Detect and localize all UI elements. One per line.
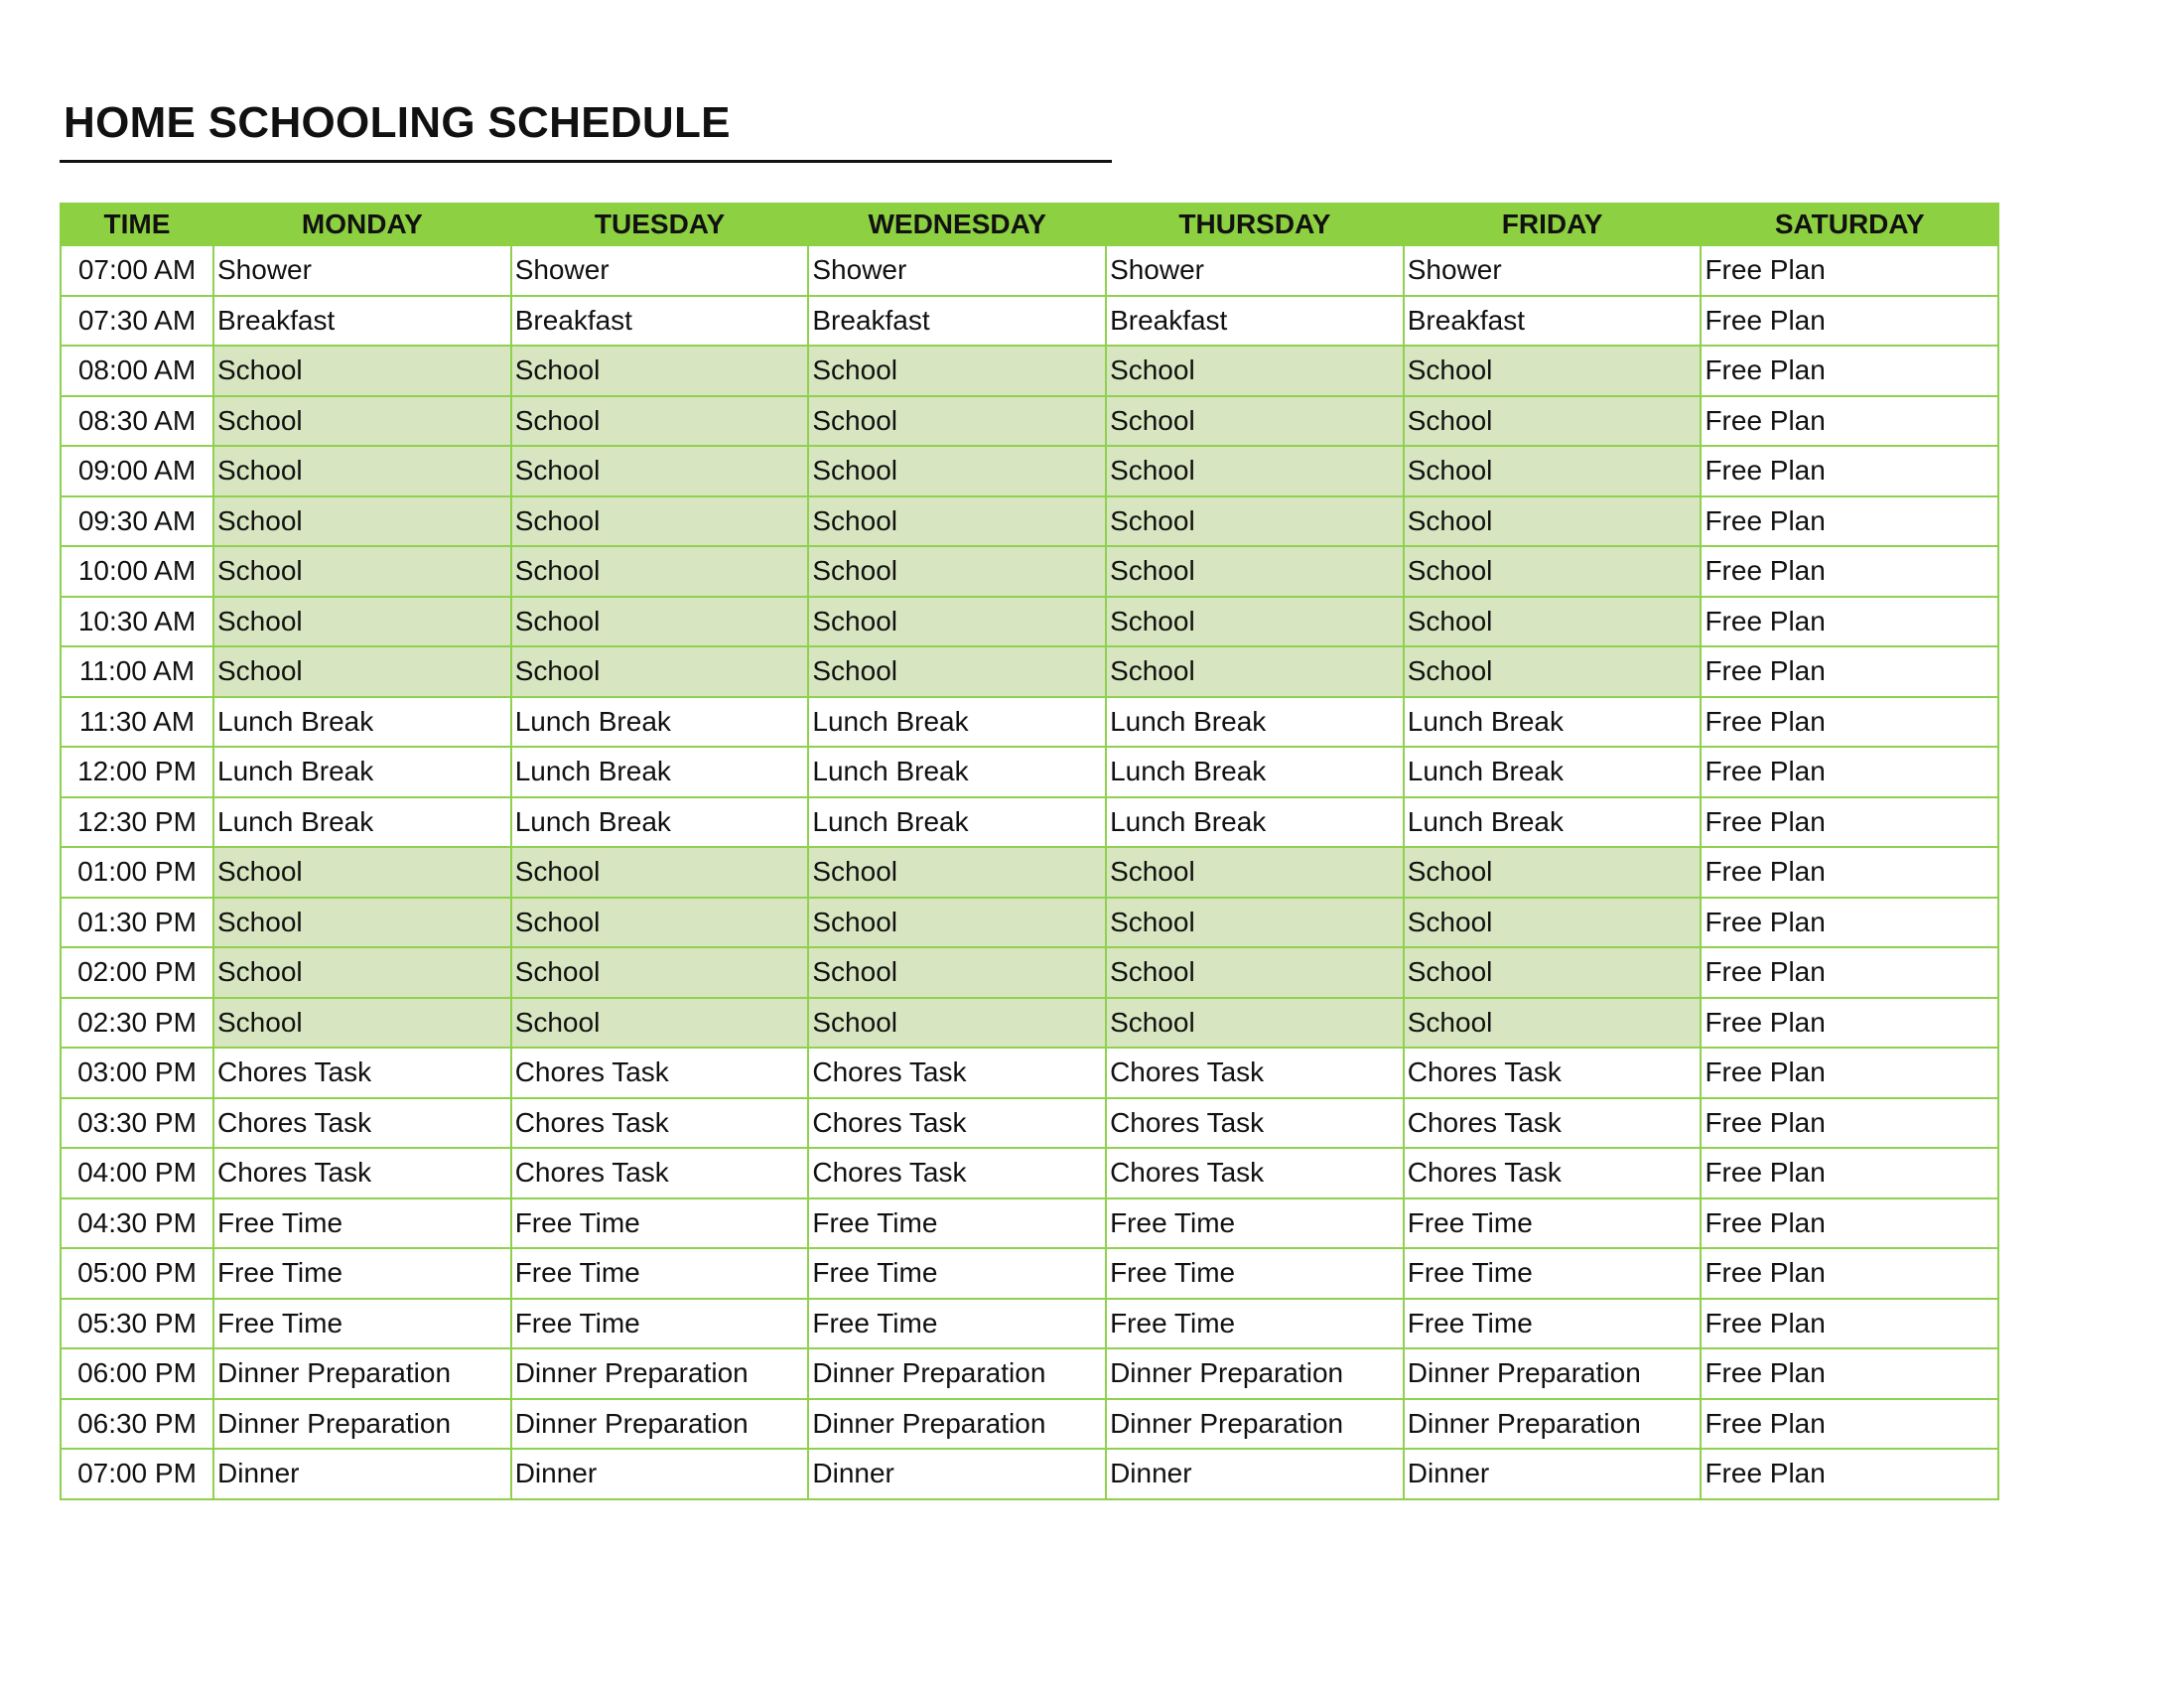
activity-cell-monday: School xyxy=(213,346,511,396)
activity-cell-tuesday: Lunch Break xyxy=(511,797,809,848)
header-saturday: SATURDAY xyxy=(1701,204,1998,245)
table-row xyxy=(61,496,1998,547)
activity-cell-friday: School xyxy=(1404,597,1702,647)
activity-cell-thursday: School xyxy=(1106,396,1404,447)
time-cell: 10:30 AM xyxy=(61,597,213,647)
activity-cell-monday: Dinner xyxy=(213,1449,511,1499)
activity-cell-friday: Lunch Break xyxy=(1404,797,1702,848)
table-row xyxy=(61,847,1998,898)
table-row xyxy=(61,1299,1998,1349)
activity-cell-thursday: Breakfast xyxy=(1106,296,1404,347)
table-row xyxy=(61,296,1998,347)
time-cell: 04:00 PM xyxy=(61,1148,213,1198)
activity-cell-tuesday: Shower xyxy=(511,245,809,296)
activity-cell-thursday: Chores Task xyxy=(1106,1048,1404,1098)
activity-cell-wednesday: School xyxy=(808,346,1106,396)
activity-cell-friday: School xyxy=(1404,998,1702,1049)
activity-cell-thursday: Lunch Break xyxy=(1106,797,1404,848)
activity-cell-friday: Lunch Break xyxy=(1404,697,1702,748)
activity-cell-wednesday: School xyxy=(808,998,1106,1049)
activity-cell-wednesday: Lunch Break xyxy=(808,797,1106,848)
activity-cell-thursday: Lunch Break xyxy=(1106,697,1404,748)
activity-cell-wednesday: School xyxy=(808,898,1106,948)
activity-cell-saturday: Free Plan xyxy=(1701,646,1998,697)
activity-cell-saturday: Free Plan xyxy=(1701,1048,1998,1098)
activity-cell-tuesday: School xyxy=(511,496,809,547)
activity-cell-monday: School xyxy=(213,646,511,697)
page-title: HOME SCHOOLING SCHEDULE xyxy=(64,98,731,147)
activity-cell-thursday: School xyxy=(1106,847,1404,898)
activity-cell-wednesday: Dinner Preparation xyxy=(808,1399,1106,1450)
activity-cell-thursday: School xyxy=(1106,998,1404,1049)
table-row xyxy=(61,797,1998,848)
activity-cell-thursday: Shower xyxy=(1106,245,1404,296)
activity-cell-saturday: Free Plan xyxy=(1701,346,1998,396)
activity-cell-friday: School xyxy=(1404,396,1702,447)
activity-cell-saturday: Free Plan xyxy=(1701,947,1998,998)
activity-cell-saturday: Free Plan xyxy=(1701,1348,1998,1399)
table-row xyxy=(61,1399,1998,1450)
time-cell: 01:00 PM xyxy=(61,847,213,898)
activity-cell-friday: School xyxy=(1404,898,1702,948)
activity-cell-monday: Dinner Preparation xyxy=(213,1348,511,1399)
activity-cell-tuesday: School xyxy=(511,646,809,697)
activity-cell-wednesday: School xyxy=(808,597,1106,647)
activity-cell-thursday: School xyxy=(1106,646,1404,697)
table-row xyxy=(61,1098,1998,1149)
table-row xyxy=(61,747,1998,797)
activity-cell-saturday: Free Plan xyxy=(1701,898,1998,948)
activity-cell-tuesday: School xyxy=(511,396,809,447)
activity-cell-saturday: Free Plan xyxy=(1701,446,1998,496)
activity-cell-monday: Free Time xyxy=(213,1248,511,1299)
activity-cell-monday: School xyxy=(213,446,511,496)
table-row xyxy=(61,898,1998,948)
activity-cell-monday: Free Time xyxy=(213,1198,511,1249)
time-cell: 12:00 PM xyxy=(61,747,213,797)
activity-cell-thursday: Chores Task xyxy=(1106,1148,1404,1198)
activity-cell-wednesday: Free Time xyxy=(808,1198,1106,1249)
time-cell: 03:30 PM xyxy=(61,1098,213,1149)
activity-cell-saturday: Free Plan xyxy=(1701,797,1998,848)
schedule-body xyxy=(61,245,1998,1499)
activity-cell-monday: Chores Task xyxy=(213,1148,511,1198)
activity-cell-friday: School xyxy=(1404,496,1702,547)
table-row xyxy=(61,1198,1998,1249)
activity-cell-tuesday: Lunch Break xyxy=(511,697,809,748)
activity-cell-wednesday: School xyxy=(808,847,1106,898)
activity-cell-monday: School xyxy=(213,998,511,1049)
activity-cell-tuesday: School xyxy=(511,898,809,948)
activity-cell-tuesday: Chores Task xyxy=(511,1148,809,1198)
activity-cell-tuesday: Free Time xyxy=(511,1198,809,1249)
activity-cell-wednesday: School xyxy=(808,496,1106,547)
activity-cell-wednesday: Free Time xyxy=(808,1248,1106,1299)
activity-cell-monday: School xyxy=(213,496,511,547)
activity-cell-tuesday: School xyxy=(511,947,809,998)
header-time: TIME xyxy=(61,204,213,245)
header-row xyxy=(61,204,1998,245)
title-bar xyxy=(60,95,1112,163)
activity-cell-monday: Lunch Break xyxy=(213,697,511,748)
activity-cell-wednesday: School xyxy=(808,446,1106,496)
time-cell: 04:30 PM xyxy=(61,1198,213,1249)
activity-cell-thursday: Dinner xyxy=(1106,1449,1404,1499)
activity-cell-monday: School xyxy=(213,947,511,998)
activity-cell-tuesday: School xyxy=(511,597,809,647)
activity-cell-wednesday: Chores Task xyxy=(808,1098,1106,1149)
activity-cell-wednesday: School xyxy=(808,546,1106,597)
activity-cell-tuesday: School xyxy=(511,346,809,396)
table-row xyxy=(61,646,1998,697)
activity-cell-tuesday: Dinner Preparation xyxy=(511,1399,809,1450)
activity-cell-monday: Shower xyxy=(213,245,511,296)
time-cell: 06:30 PM xyxy=(61,1399,213,1450)
activity-cell-friday: Lunch Break xyxy=(1404,747,1702,797)
activity-cell-saturday: Free Plan xyxy=(1701,597,1998,647)
table-row xyxy=(61,245,1998,296)
activity-cell-saturday: Free Plan xyxy=(1701,1248,1998,1299)
activity-cell-friday: Chores Task xyxy=(1404,1148,1702,1198)
activity-cell-saturday: Free Plan xyxy=(1701,1399,1998,1450)
table-row xyxy=(61,546,1998,597)
activity-cell-tuesday: Free Time xyxy=(511,1248,809,1299)
activity-cell-thursday: School xyxy=(1106,546,1404,597)
table-row xyxy=(61,947,1998,998)
time-cell: 02:00 PM xyxy=(61,947,213,998)
header-monday: MONDAY xyxy=(213,204,511,245)
activity-cell-friday: Free Time xyxy=(1404,1198,1702,1249)
activity-cell-monday: School xyxy=(213,847,511,898)
activity-cell-monday: Free Time xyxy=(213,1299,511,1349)
activity-cell-tuesday: School xyxy=(511,847,809,898)
activity-cell-friday: Dinner Preparation xyxy=(1404,1399,1702,1450)
table-row xyxy=(61,1449,1998,1499)
table-row xyxy=(61,1048,1998,1098)
activity-cell-friday: School xyxy=(1404,546,1702,597)
activity-cell-friday: School xyxy=(1404,346,1702,396)
activity-cell-tuesday: School xyxy=(511,546,809,597)
activity-cell-thursday: Dinner Preparation xyxy=(1106,1348,1404,1399)
activity-cell-saturday: Free Plan xyxy=(1701,396,1998,447)
activity-cell-tuesday: Breakfast xyxy=(511,296,809,347)
activity-cell-saturday: Free Plan xyxy=(1701,1299,1998,1349)
table-row xyxy=(61,697,1998,748)
time-cell: 07:30 AM xyxy=(61,296,213,347)
time-cell: 12:30 PM xyxy=(61,797,213,848)
activity-cell-thursday: Chores Task xyxy=(1106,1098,1404,1149)
activity-cell-monday: Breakfast xyxy=(213,296,511,347)
table-row xyxy=(61,1148,1998,1198)
activity-cell-wednesday: Shower xyxy=(808,245,1106,296)
table-row xyxy=(61,1348,1998,1399)
activity-cell-thursday: Free Time xyxy=(1106,1248,1404,1299)
activity-cell-monday: School xyxy=(213,546,511,597)
activity-cell-saturday: Free Plan xyxy=(1701,747,1998,797)
activity-cell-friday: Shower xyxy=(1404,245,1702,296)
header-friday: FRIDAY xyxy=(1404,204,1702,245)
time-cell: 05:00 PM xyxy=(61,1248,213,1299)
activity-cell-tuesday: School xyxy=(511,998,809,1049)
activity-cell-thursday: School xyxy=(1106,898,1404,948)
activity-cell-saturday: Free Plan xyxy=(1701,296,1998,347)
activity-cell-thursday: School xyxy=(1106,496,1404,547)
activity-cell-wednesday: Dinner xyxy=(808,1449,1106,1499)
table-row xyxy=(61,597,1998,647)
activity-cell-friday: Dinner xyxy=(1404,1449,1702,1499)
header-wednesday: WEDNESDAY xyxy=(808,204,1106,245)
time-cell: 02:30 PM xyxy=(61,998,213,1049)
activity-cell-saturday: Free Plan xyxy=(1701,1449,1998,1499)
activity-cell-friday: School xyxy=(1404,646,1702,697)
activity-cell-thursday: Free Time xyxy=(1106,1198,1404,1249)
activity-cell-tuesday: Lunch Break xyxy=(511,747,809,797)
activity-cell-tuesday: Chores Task xyxy=(511,1098,809,1149)
activity-cell-wednesday: School xyxy=(808,396,1106,447)
activity-cell-friday: Dinner Preparation xyxy=(1404,1348,1702,1399)
activity-cell-tuesday: School xyxy=(511,446,809,496)
activity-cell-thursday: School xyxy=(1106,947,1404,998)
time-cell: 05:30 PM xyxy=(61,1299,213,1349)
table-row xyxy=(61,446,1998,496)
time-cell: 01:30 PM xyxy=(61,898,213,948)
activity-cell-friday: Chores Task xyxy=(1404,1048,1702,1098)
activity-cell-wednesday: Breakfast xyxy=(808,296,1106,347)
activity-cell-saturday: Free Plan xyxy=(1701,847,1998,898)
activity-cell-wednesday: Lunch Break xyxy=(808,697,1106,748)
activity-cell-tuesday: Chores Task xyxy=(511,1048,809,1098)
time-cell: 08:30 AM xyxy=(61,396,213,447)
activity-cell-friday: School xyxy=(1404,947,1702,998)
time-cell: 10:00 AM xyxy=(61,546,213,597)
activity-cell-monday: Lunch Break xyxy=(213,747,511,797)
time-cell: 07:00 PM xyxy=(61,1449,213,1499)
activity-cell-monday: School xyxy=(213,396,511,447)
activity-cell-thursday: School xyxy=(1106,346,1404,396)
activity-cell-thursday: Dinner Preparation xyxy=(1106,1399,1404,1450)
activity-cell-saturday: Free Plan xyxy=(1701,1098,1998,1149)
activity-cell-saturday: Free Plan xyxy=(1701,496,1998,547)
time-cell: 07:00 AM xyxy=(61,245,213,296)
activity-cell-friday: Breakfast xyxy=(1404,296,1702,347)
header-tuesday: TUESDAY xyxy=(511,204,809,245)
time-cell: 03:00 PM xyxy=(61,1048,213,1098)
activity-cell-wednesday: School xyxy=(808,646,1106,697)
activity-cell-monday: School xyxy=(213,898,511,948)
time-cell: 09:30 AM xyxy=(61,496,213,547)
activity-cell-wednesday: Chores Task xyxy=(808,1048,1106,1098)
activity-cell-saturday: Free Plan xyxy=(1701,998,1998,1049)
table-row xyxy=(61,1248,1998,1299)
time-cell: 06:00 PM xyxy=(61,1348,213,1399)
activity-cell-friday: Chores Task xyxy=(1404,1098,1702,1149)
activity-cell-monday: School xyxy=(213,597,511,647)
time-cell: 08:00 AM xyxy=(61,346,213,396)
activity-cell-thursday: Free Time xyxy=(1106,1299,1404,1349)
table-row xyxy=(61,396,1998,447)
activity-cell-saturday: Free Plan xyxy=(1701,245,1998,296)
activity-cell-tuesday: Dinner xyxy=(511,1449,809,1499)
time-cell: 09:00 AM xyxy=(61,446,213,496)
activity-cell-wednesday: Chores Task xyxy=(808,1148,1106,1198)
activity-cell-thursday: School xyxy=(1106,597,1404,647)
activity-cell-saturday: Free Plan xyxy=(1701,697,1998,748)
header-thursday: THURSDAY xyxy=(1106,204,1404,245)
activity-cell-saturday: Free Plan xyxy=(1701,1198,1998,1249)
activity-cell-wednesday: Dinner Preparation xyxy=(808,1348,1106,1399)
activity-cell-monday: Lunch Break xyxy=(213,797,511,848)
activity-cell-friday: Free Time xyxy=(1404,1299,1702,1349)
activity-cell-monday: Chores Task xyxy=(213,1098,511,1149)
activity-cell-thursday: Lunch Break xyxy=(1106,747,1404,797)
schedule-table xyxy=(60,203,1999,1500)
table-row xyxy=(61,998,1998,1049)
activity-cell-friday: School xyxy=(1404,847,1702,898)
activity-cell-wednesday: Lunch Break xyxy=(808,747,1106,797)
activity-cell-monday: Chores Task xyxy=(213,1048,511,1098)
time-cell: 11:30 AM xyxy=(61,697,213,748)
activity-cell-friday: Free Time xyxy=(1404,1248,1702,1299)
table-row xyxy=(61,346,1998,396)
activity-cell-monday: Dinner Preparation xyxy=(213,1399,511,1450)
activity-cell-tuesday: Dinner Preparation xyxy=(511,1348,809,1399)
activity-cell-wednesday: School xyxy=(808,947,1106,998)
time-cell: 11:00 AM xyxy=(61,646,213,697)
activity-cell-thursday: School xyxy=(1106,446,1404,496)
activity-cell-saturday: Free Plan xyxy=(1701,1148,1998,1198)
activity-cell-friday: School xyxy=(1404,446,1702,496)
activity-cell-saturday: Free Plan xyxy=(1701,546,1998,597)
activity-cell-tuesday: Free Time xyxy=(511,1299,809,1349)
activity-cell-wednesday: Free Time xyxy=(808,1299,1106,1349)
